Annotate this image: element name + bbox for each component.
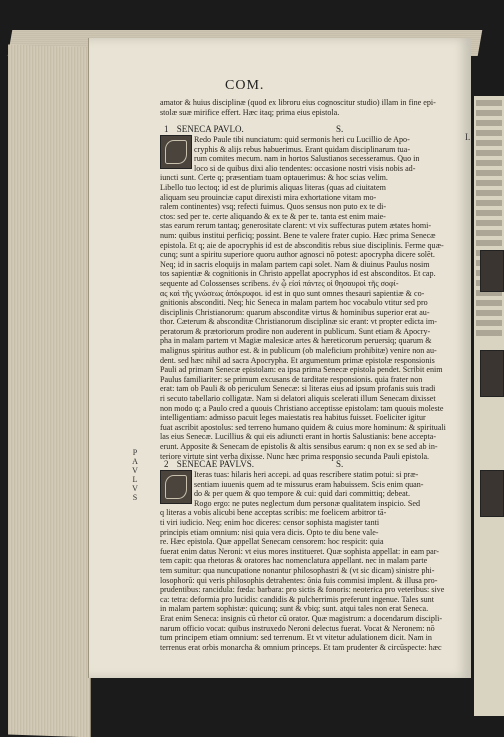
text-line: fuat ascribit apostolus: sed terreno humano quidem & cuius more hominum: & spirituali [160, 422, 446, 432]
text-line: Libello tuo lectoq; id est de plurimis aliquas literas (quas ad ciuitatem [160, 182, 386, 192]
text-line: peratorum & prætoriorum prodire non auderent in publicum. Sunt etiam & Apocry- [160, 326, 431, 336]
text-line: Redo Paule tibi nunciatum: quid sermonis heri cu Lucillio de Apo- [194, 135, 410, 144]
text-line: Neq; id in sacris eloquijs in malam partem capi solet. Nam & diuinus Paulus nosim [160, 259, 430, 269]
running-head: COM. [225, 78, 265, 93]
text-line: disciplinis Christianorum: quarum absconditæ virtus & hominibus superior erat au- [160, 307, 430, 317]
text-line: cunq; sunt a spiritu superiore quoru author agnosci nō potest: apocrypha dicere solēt. [160, 250, 435, 260]
text-line: ralem continentes) vsq; refecti fuimus. Quos sensus non puto ex te di- [160, 202, 387, 212]
text-line: intelligentiam: admisso pacuit leges maiestatis rea habitus fuisset. Foeliciter igitur [160, 413, 426, 423]
text-line: teriore virtute sint verba dixisse. Nunc hæc prima responsio secunda Pauli epistola. [160, 451, 430, 461]
text-line: sentiam iuuenis quem ad te missurus eram habuissem. Scis enim quan- [194, 479, 424, 489]
section-title: SENECAE PAVLVS. [176, 459, 254, 469]
text-line: loco si de quibus dixi alio tendentes: occasione nostri visis nobis ad- [194, 163, 416, 173]
text-line: q literas a vobis alicubi bene acceptas scribis: me foelicem arbitror tā- [160, 508, 387, 518]
text-line: stolæ suæ mirifice effert. Hæc itaq; prima eius epistola. [160, 107, 340, 117]
text-line: tum principem etiam omnium: sed terrenum. Et vt vitetur adulationem dicit. Nam in [160, 633, 432, 643]
section-heading [158, 459, 458, 469]
text-line: in malam partem sophistæ: quicunq; sunt & vbiq; sunt. atqui tales non erat Seneca. [160, 604, 429, 614]
text-line: do & per quem & quo tempore & cui: quid dari committiq; debeat. [194, 489, 411, 499]
text-line: sequente ad Colossenses scribens. ἐν ᾧ εἰσὶ πάντες οἱ θησαυροὶ τῆς σοφί- [160, 278, 399, 288]
margin-label: P A V L V S [132, 448, 138, 502]
text-line: tos sapientiæ & cognitionis in Christo appellat apocryphos id est absconditos. Et cap. [160, 269, 436, 279]
section-title: SENECA PAVLO. [176, 124, 244, 134]
text-line: ri secuto tabellario colligatæ. Nam si delatori aliquis scelerati illum Senecam dixisset [160, 394, 436, 404]
section-number: 1 [164, 124, 169, 134]
section-mark: S. [336, 459, 344, 469]
page-marker: I. [465, 132, 471, 142]
text-line: thor. Cæterum & absconditæ Christianorum disciplinæ sic erant: vt propter edicta im- [160, 317, 437, 327]
text-line: losophorū: qui veris philosophis detrahentes: ōnia fuis commisi implent. & illusa pro- [160, 575, 438, 585]
text-line: gnitionis absconditi. Neq; hic Seneca in malam partem hoc vocabulo vtitur sed pro [160, 298, 428, 308]
text-line: stas earum rerum tantaq; generositate clarent: vt vix suffecturas putem ætates homi- [160, 221, 432, 231]
text-line: aliquam seu prouinciæ caput direxisti mira exhortatione vitam mo- [160, 192, 377, 202]
text-line: epistola. Et q; aie de apocryphis id est de absconditis rebus siue disciplinis. Ferme quæ- [160, 240, 444, 250]
text-line: terrenus erat orbis monarcha & omnium princeps. Et tam prudenter & circūspecte: hæc [160, 642, 442, 652]
text-line: ti viri iudicio. Neq; enim hoc diceres: censor sophista magister tanti [160, 517, 380, 527]
text-line: principis etiam omnium: nisi quia vera dicis. Opto te diu bene vale- [160, 527, 379, 537]
right-page-illustration [480, 470, 504, 517]
text-line: malignus spiritus author est. & in publicum (ob maleficium prohibitæ) venire non au- [160, 346, 437, 356]
text-line: prudentibus: rancidula: fœda: barbara: pro sictis & fonoris: neoterica pro veteribus: sive [160, 585, 445, 595]
text-line: Pauli ad primam Senecæ epistolam: ea ipsa prima Senecæ epistola pendet. Scribit enim [160, 365, 443, 375]
text-line: non modo q; a Paulo cred a quouis Christiano acceptisse epistolam: tam quouis moleste [160, 403, 444, 413]
right-page-illustration [480, 250, 504, 292]
text-line: iuncti sunt. Certe q; præsentiam tuam optauerimus: & hoc scias velim. [160, 173, 388, 183]
right-page-illustration [480, 350, 504, 397]
section1-text [160, 135, 446, 461]
section-heading [158, 124, 458, 134]
page-block-edge [8, 45, 91, 737]
section-mark: S. [336, 124, 344, 134]
text-line: tem capit: qua rhetoras & oratores hac nomenclatura appellant. nec in malam parte [160, 556, 428, 566]
section-number: 2 [164, 459, 169, 469]
text-line: num: quibus institui perficiq; possint. Bene te valere frater cupio. Hæc prima Senecæ [160, 230, 436, 240]
text-line: pha in malam partem vt Magiæ malesicæ artes & hæreticorum peruersiq; quarum & [160, 336, 432, 346]
text-line: Rogo ergo: ne putes neglectum dum personæ qualitatem inspicio. Sed [194, 498, 420, 508]
text-line: amator & huius disciplinæ (quod ex libroru eius cognoscitur studio) illam in fine epi- [160, 98, 436, 107]
text-line: rum comites mecum. nam in hortos Salustianos secesseramus. Quo in [194, 154, 420, 164]
text-line: narum officio vocat: quibus instruxedo Neroni delectus fuerat. Vocat & Neronem: nō [160, 623, 435, 633]
intro-text [160, 98, 436, 117]
text-line: ca: tetra: deformia pro lucidis: candidis & pulcherrimis preferunt ingenue. Tales sunt [160, 594, 434, 604]
section2-text [160, 470, 444, 652]
text-line: erunt. Apposite & Senecam de epistolis & altis sensibus earum: q non ex se sed ab in- [160, 442, 438, 451]
text-line: las eius Senecæ. Lucillius & qui eis adiuncti erant in hortis Salustianis: bene accepta- [160, 432, 437, 442]
text-line: Iteras tuas: hilaris heri accepi. ad quas rescribere statim potui: si præ- [194, 470, 419, 479]
text-line: Erat enim Seneca: insignis cū rhetor cū orator. Quæ magistrum: a docendarum discipli- [160, 613, 443, 623]
text-line: ας καὶ τῆς γνώσεως ἀπόκρυφοι. id est in quo sunt omnes thesauri sapientiæ & co- [160, 288, 425, 298]
text-line: tem sumitur: qua nuncupatione nonantur philosophastri & (vt sic dicam) sinistre phi- [160, 565, 435, 575]
text-line: dent. sed hæc nihil ad sacra Apocrypha. Et argumentum primæ epistolæ responsionis [160, 355, 435, 365]
text-line: ctos: sed per te. certe aliquando & ex te & per te. tanta est enim maie- [160, 211, 386, 221]
text-line: erat: tam ob Pauli & ob periculum Senecæ: si literas eius ad ipsum profanis suis tradi [160, 384, 436, 394]
text-line: Paulus familiariter: se primum excusans de tarditate responsionis. quia frater non [160, 374, 423, 384]
text-line: fuerat enim datus Neroni: vt eius mores institueret. Quæ sophista appellat: in eam par- [160, 546, 440, 556]
text-line: cryphis & alijs rebus habuerimus. Erant quidam disciplinarum tua- [194, 144, 411, 154]
right-page-sliver [474, 96, 504, 716]
text-line: re. Hæc epistola. Quæ appellat Senecam censorem: hoc respicit: quia [160, 537, 384, 547]
